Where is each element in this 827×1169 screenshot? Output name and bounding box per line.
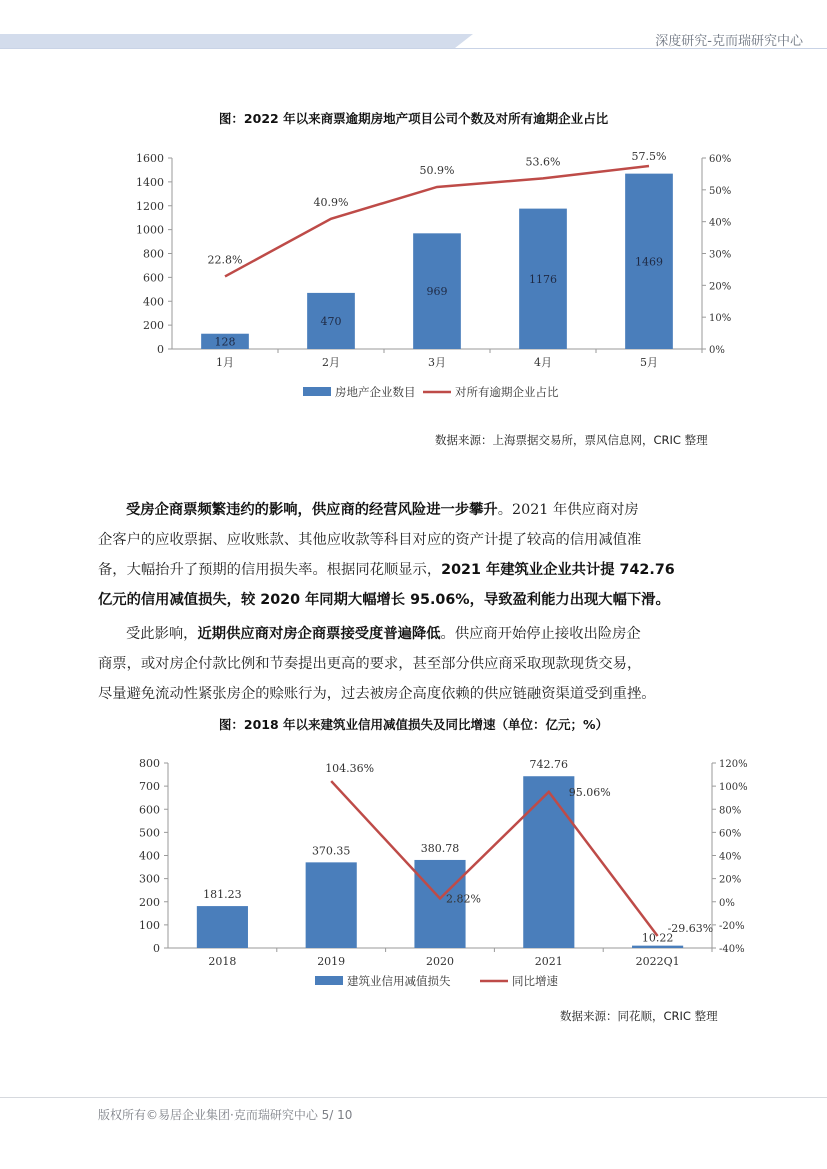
chart2-legend-bar-label: 建筑业信用减值损失 — [347, 974, 451, 988]
chart2-line-label: 95.06% — [568, 785, 611, 799]
chart1-bar-label: 969 — [426, 285, 448, 299]
chart1-left-tick-label: 600 — [143, 271, 164, 285]
chart1-legend-bar-swatch — [303, 387, 331, 396]
chart2-line-label: 104.36% — [325, 762, 375, 776]
chart2-line-label: 2.82% — [446, 892, 481, 906]
chart1-line-label: 57.5% — [631, 149, 667, 163]
para1-bold-1: 受房企商票频繁违约的影响，供应商的经营风险进一步攀升 — [126, 502, 498, 518]
chart2-bar-label: 380.78 — [420, 841, 460, 855]
chart1-right-tick-label: 20% — [709, 281, 732, 293]
chart1-x-tick-label: 2月 — [322, 356, 340, 369]
chart2-bar-label: 10.22 — [641, 931, 674, 945]
para2-line2: 商票，或对房企付款比例和节奏提出更高的要求，甚至部分供应商采取现款现货交易， — [98, 656, 642, 672]
chart1-left-tick-label: 0 — [157, 343, 164, 356]
para2-bold-1: 近期供应商对房企商票接受度普遍降低 — [197, 626, 441, 642]
chart1-line-label: 50.9% — [419, 163, 455, 177]
chart2-x-tick-label: 2022Q1 — [635, 955, 680, 968]
chart1-right-tick-label: 40% — [709, 217, 732, 229]
chart2-bar — [523, 776, 574, 948]
chart2-bar — [306, 862, 357, 948]
chart1-line-label: 22.8% — [207, 253, 243, 267]
chart2-right-tick-label: 40% — [719, 851, 742, 863]
chart2-x-tick-label: 2018 — [208, 955, 237, 968]
chart1-left-tick-label: 200 — [143, 319, 164, 333]
chart2 — [0, 745, 827, 1005]
chart2-bar-label: 370.35 — [311, 844, 351, 858]
chart2-right-tick-label: 80% — [719, 805, 742, 817]
chart2-bar-label: 742.76 — [529, 758, 569, 772]
chart1-x-tick-label: 5月 — [640, 356, 658, 369]
chart1-right-tick-label: 10% — [709, 313, 732, 325]
header-band-tip — [455, 34, 473, 48]
chart2-x-tick-label: 2021 — [534, 955, 563, 968]
chart1-left-tick-label: 1200 — [136, 199, 164, 213]
para2-line3: 尽量避免流动性紧张房企的赊账行为，过去被房企高度依赖的供应链融资渠道受到重挫。 — [98, 686, 656, 702]
paragraph-1 — [98, 495, 728, 615]
chart2-right-tick-label: 120% — [719, 759, 748, 770]
chart2-x-tick-label: 2019 — [317, 955, 346, 968]
figure2-source: 数据来源：同花顺，CRIC 整理 — [560, 1009, 718, 1023]
chart2-left-tick-label: 600 — [139, 803, 160, 817]
chart1-line-label: 40.9% — [313, 195, 349, 209]
chart1-legend-line-label: 对所有逾期企业占比 — [455, 385, 559, 399]
footer-divider — [0, 1097, 827, 1098]
chart2-bar-label: 181.23 — [203, 888, 242, 902]
chart1-right-tick-label: 30% — [709, 249, 732, 261]
para1-line3 — [98, 555, 728, 585]
footer-text: 版权所有©易居企业集团·克而瑞研究中心 5/ 10 — [98, 1108, 353, 1122]
chart1-x-tick-label: 3月 — [428, 356, 446, 369]
chart1-left-tick-label: 1000 — [136, 223, 164, 237]
chart2-left-tick-label: 700 — [139, 780, 160, 794]
chart2-legend-line-label: 同比增速 — [512, 974, 558, 988]
chart1-bar-label: 470 — [320, 314, 342, 328]
chart1-left-tick-label: 800 — [143, 247, 164, 261]
para2-text-1b: 。供应商开始停止接收出险房企 — [440, 626, 641, 642]
chart1-bar-label: 1176 — [529, 272, 557, 286]
chart2-right-tick-label: -40% — [719, 944, 745, 955]
chart1-x-tick-label: 4月 — [534, 356, 552, 369]
para1-text-1: 。2021 年供应商对房 — [497, 502, 639, 518]
chart2-line-series — [331, 781, 657, 936]
chart2-left-tick-label: 100 — [139, 918, 160, 932]
chart2-bar — [632, 946, 683, 948]
para1-line4 — [98, 585, 728, 615]
chart2-legend-bar-swatch — [315, 976, 343, 985]
figure1-title: 图：2022 年以来商票逾期房地产项目公司个数及对所有逾期企业占比 — [218, 111, 609, 126]
figure1-source: 数据来源：上海票据交易所，票风信息网，CRIC 整理 — [435, 433, 708, 447]
chart2-left-tick-label: 400 — [139, 849, 160, 863]
chart2-right-tick-label: 100% — [719, 782, 748, 794]
chart2-left-tick-label: 0 — [153, 942, 160, 955]
para1-bold-4: 亿元的信用减值损失，较 2020 年同期大幅增长 95.06%，导致盈利能力出现大幅下滑。 — [98, 592, 670, 608]
chart2-bar — [197, 906, 248, 948]
chart1-left-tick-label: 400 — [143, 295, 164, 309]
chart2-right-tick-label: -20% — [719, 920, 745, 932]
chart2-right-tick-label: 0% — [719, 897, 735, 909]
para2-text-1a: 受此影响， — [126, 626, 198, 642]
chart1 — [0, 140, 827, 470]
chart1-legend-bar-label: 房地产企业数目 — [335, 385, 416, 399]
chart1-left-tick-label: 1600 — [136, 152, 164, 165]
para1-text-3: 备，大幅抬升了预期的信用损失率。根据同花顺显示， — [98, 562, 442, 578]
chart2-left-tick-label: 500 — [139, 826, 160, 840]
chart1-right-tick-label: 0% — [709, 345, 725, 356]
chart2-right-tick-label: 20% — [719, 874, 742, 886]
chart1-bar-label: 128 — [214, 335, 236, 349]
chart2-line-label: -29.63% — [667, 922, 714, 936]
chart2-x-tick-label: 2020 — [426, 955, 454, 968]
chart1-x-tick-label: 1月 — [216, 356, 234, 369]
chart2-left-tick-label: 800 — [139, 757, 160, 770]
chart2-left-tick-label: 300 — [139, 872, 160, 886]
paragraph-2 — [98, 619, 728, 709]
chart1-line-label: 53.6% — [525, 155, 561, 169]
header-band — [0, 34, 455, 48]
chart1-right-tick-label: 60% — [709, 154, 732, 165]
figure2-title: 图：2018 年以来建筑业信用减值损失及同比增速（单位：亿元；%） — [218, 717, 609, 732]
para1-bold-3: 2021 年建筑业企业共计提 742.76 — [441, 562, 675, 578]
chart2-left-tick-label: 200 — [139, 895, 160, 909]
chart1-left-tick-label: 1400 — [136, 175, 164, 189]
para1-line2: 企客户的应收票据、应收账款、其他应收款等科目对应的资产计提了较高的信用减值准 — [98, 532, 642, 548]
chart1-right-tick-label: 50% — [709, 185, 732, 197]
para2-line1 — [98, 619, 728, 649]
chart1-bar-label: 1469 — [635, 255, 663, 269]
chart2-right-tick-label: 60% — [719, 828, 742, 840]
para1-line1 — [98, 495, 728, 525]
header-title: 深度研究-克而瑞研究中心 — [655, 34, 803, 49]
